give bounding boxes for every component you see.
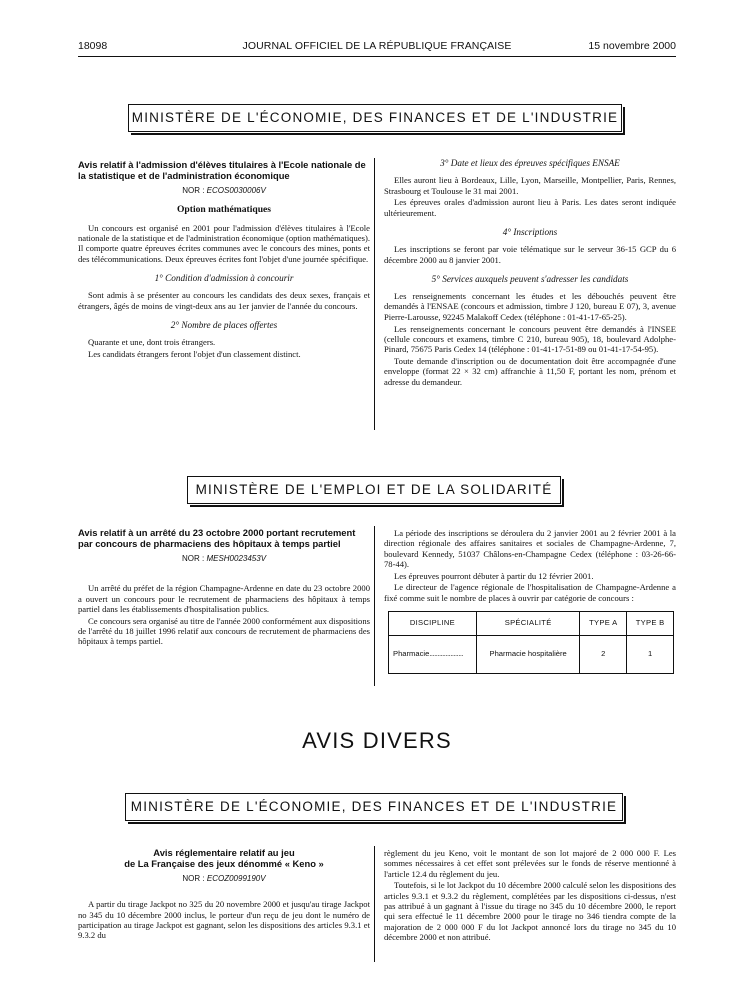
section3-right-column	[384, 848, 676, 944]
paragraph: Les candidats étrangers feront l'objet d'un classement distinct.	[88, 348, 301, 359]
paragraph: Un arrêté du préfet de la région Champagne-Ardenne en date du 23 octobre 2000 a ouvert un concours pour le recrutement de pharmaciens des hôpitaux à temps partiel dans les établissements d'hospitalisation publics.	[78, 583, 370, 615]
paragraph: Ce concours sera organisé au titre de l'année 2000 conformément aux dispositions de l'arrêté du 18 juillet 1996 relatif aux concours de recrutement de pharmaciens des hôpitaux à temps partiel.	[78, 615, 370, 647]
paragraph: Le directeur de l'agence régionale de l'hospitalisation de Champagne-Ardenne a fixé comme suit le nombre de places à ouvrir par catégorie de concours :	[384, 582, 676, 603]
article-title-ensae: Avis relatif à l'admission d'élèves titulaires à l'Ecole nationale de la statistique et de l'administration économique	[78, 159, 366, 181]
column-header: TYPE B	[627, 612, 674, 636]
paragraph: Les épreuves pourront débuter à partir du 12 février 2001.	[394, 570, 594, 581]
paragraph: A partir du tirage Jackpot no 325 du 20 novembre 2000 et jusqu'au tirage Jackpot no 345 du 10 décembre 2000 inclus, le porteur d'un reçu de jeu dont le numéro de participation au tirage Jackpot est gagnant, selon les dispositions des articles 9.3.1 et 9.3.2 du	[78, 899, 370, 941]
section1-left-column	[78, 160, 370, 361]
section2-right-column	[384, 528, 676, 674]
table-cell: Pharmacie hospitalière	[476, 636, 580, 674]
nor-reference: NOR : MESH0023453V	[181, 554, 267, 564]
nor-reference: NOR : ECOZ0099190V	[182, 874, 266, 884]
paragraph: règlement du jeu Keno, voit le montant de son lot majoré de 2 000 000 F. Les sommes nécessaires à cet effet sont prélevées sur le fonds de réserve mentionné à l'article 12.4 du règlement du jeu.	[384, 848, 676, 879]
places-table	[388, 611, 674, 674]
column-divider	[374, 846, 375, 962]
nor-reference: NOR : ECOS0030006V	[182, 186, 266, 196]
ministry-banner-economie-2: MINISTÈRE DE L'ÉCONOMIE, DES FINANCES ET DE L'INDUSTRIE	[125, 793, 623, 821]
article-title-keno-line2: de La Française des jeux dénommé « Keno »	[124, 857, 324, 869]
journal-title: JOURNAL OFFICIEL DE LA RÉPUBLIQUE FRANÇAISE	[242, 40, 512, 52]
table-cell: 1	[627, 636, 674, 674]
article-title-keno-line1: Avis réglementaire relatif au jeu	[153, 847, 295, 858]
table-header-row	[389, 612, 674, 636]
section-heading: 1° Condition d'admission à concourir	[154, 272, 294, 283]
paragraph: Sont admis à se présenter au concours les candidats des deux sexes, français et étrangers, âgés de moins de vingt-deux ans au 1er janvier de l'année du concours.	[78, 290, 370, 311]
ministry-banner-economie-1: MINISTÈRE DE L'ÉCONOMIE, DES FINANCES ET DE L'INDUSTRIE	[128, 104, 622, 132]
column-divider	[374, 526, 375, 686]
ministry-banner-emploi: MINISTÈRE DE L'EMPLOI ET DE LA SOLIDARITÉ	[187, 476, 561, 504]
article-title-pharmaciens: Avis relatif à un arrêté du 23 octobre 2000 portant recrutement par concours de pharmaciens des hôpitaux à temps partiel	[78, 527, 356, 549]
section2-left-column	[78, 528, 370, 648]
paragraph: La période des inscriptions se déroulera du 2 janvier 2001 au 2 février 2001 à la direction régionale des affaires sanitaires et sociales de Champagne-Ardenne, 7, boulevard Kennedy, 51037 Châlons-en-Champagne Cedex (téléphone : 03-26-66-78-44).	[384, 528, 676, 569]
section-heading: 2° Nombre de places offertes	[170, 319, 278, 330]
paragraph: Un concours est organisé en 2001 pour l'admission d'élèves titulaires à l'Ecole nationale de la statistique et de l'administration économique (option mathématiques). Il comporte quatre épreuves écrites communes avec le concours des mines, ponts et des télécommunications. Deux épreuves écrites font l'objet d'une journée spécifique.	[78, 222, 370, 264]
column-header: TYPE A	[580, 612, 627, 636]
section1-right-column	[384, 158, 676, 388]
column-header: DISCIPLINE	[389, 612, 477, 636]
issue-date: 15 novembre 2000	[588, 40, 676, 52]
header-rule	[78, 56, 676, 57]
paragraph: Quarante et une, dont trois étrangers.	[88, 337, 216, 348]
paragraph: Elles auront lieu à Bordeaux, Lille, Lyon, Marseille, Montpellier, Paris, Rennes, Strasbourg et Toulouse le 31 mai 2001.	[384, 175, 676, 196]
subtitle-option: Option mathématiques	[176, 204, 272, 216]
table-cell: Pharmacie.....................	[389, 636, 477, 674]
paragraph: Les renseignements concernant le concours peuvent être demandés à l'INSEE (cellule concours et examens, timbre C 210, bureau 905), 18, boulevard Adolphe-Pinard, 75675 Paris Cedex 14 (téléphone : 01-41-17-51-89 ou 01-41-17-54-95).	[384, 323, 676, 355]
table-cell: 2	[580, 636, 627, 674]
column-header: SPÉCIALITÉ	[476, 612, 580, 636]
running-header	[78, 40, 676, 56]
paragraph: Les épreuves orales d'admission auront lieu à Paris. Les dates seront indiquée ultérieurement.	[384, 197, 676, 218]
section-heading: 5° Services auxquels peuvent s'adresser les candidats	[431, 273, 629, 284]
section-heading: 4° Inscriptions	[502, 226, 558, 237]
paragraph: Toutefois, si le lot Jackpot du 10 décembre 2000 calculé selon les dispositions des articles 9.3.1 et 9.3.2 du règlement, complétées par les dispositions ci-dessus, n'est pas attribué à un gagnant à l'issue du tirage no 345 du 10 décembre 2000, le report qui sera effectué le 11 décembre 2000 pour le tirage no 346 tiendra compte de la majoration de 2 000 000 F du lot Jackpot annoncé lors du tirage no 345 du 10 décembre 2000 et non attribué.	[384, 880, 676, 942]
page-number: 18098	[78, 40, 108, 52]
table-row	[389, 636, 674, 674]
section-heading: 3° Date et lieux des épreuves spécifiques ENSAE	[440, 158, 620, 168]
paragraph: Les inscriptions se feront par voie télématique sur le serveur 36-15 GCP du 6 décembre 2000 au 8 janvier 2001.	[384, 244, 676, 265]
paragraph: Les renseignements concernant les études et les débouchés peuvent être demandés à l'ENSAE (concours et admission, timbre J 120, bureau E 07), 3, avenue Pierre-Larousse, 92245 Malakoff Cedex (téléphone : 01-41-17-65-25).	[384, 291, 676, 322]
paragraph: Toute demande d'inscription ou de documentation doit être accompagnée d'une enveloppe (format 22 × 32 cm) affranchie à 11,50 F, portant les nom, prénom et adresse du demandeur.	[384, 355, 676, 387]
section3-left-column	[78, 848, 370, 942]
column-divider	[374, 158, 375, 430]
avis-divers-heading: AVIS DIVERS	[302, 728, 452, 753]
